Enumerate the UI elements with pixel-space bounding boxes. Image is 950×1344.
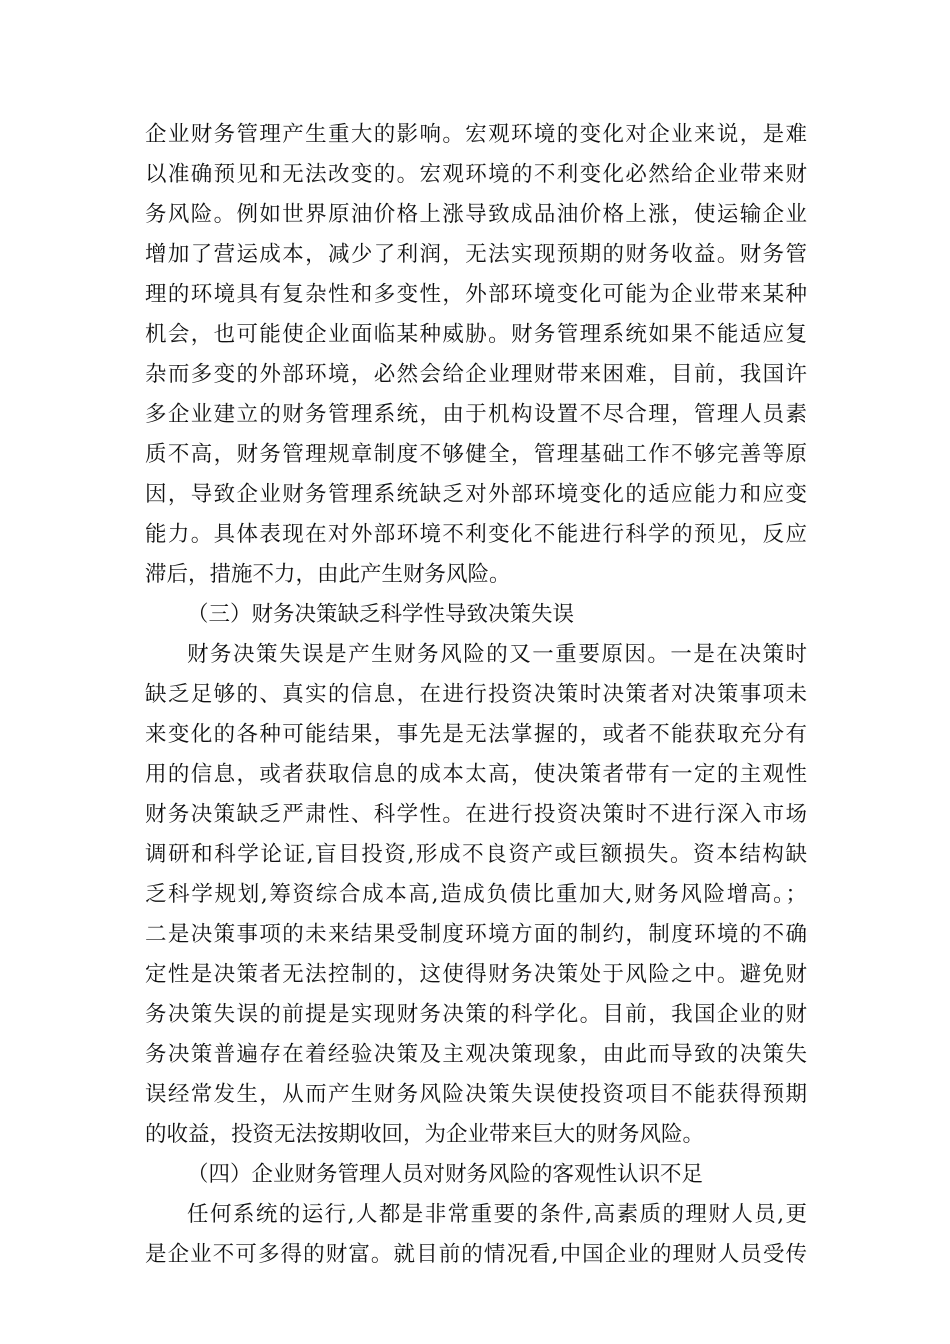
- body-text-line: 因，导致企业财务管理系统缺乏对外部环境变化的适应能力和应变: [145, 482, 807, 507]
- body-text-line: 增加了营运成本，减少了利润，无法实现预期的财务收益。财务管: [145, 242, 807, 267]
- body-text-line: 机会，也可能使企业面临某种威胁。财务管理系统如果不能适应复: [145, 322, 807, 347]
- body-text-line: 误经常发生，从而产生财务风险决策失误使投资项目不能获得预期: [145, 1082, 807, 1107]
- body-text-line: 能力。具体表现在对外部环境不利变化不能进行科学的预见，反应: [145, 522, 807, 547]
- body-text-line: 企业财务管理产生重大的影响。宏观环境的变化对企业来说，是难: [145, 122, 807, 147]
- body-text-line: 财务决策缺乏严肃性、科学性。在进行投资决策时不进行深入市场: [145, 802, 807, 827]
- body-text-line: 乏科学规划,筹资综合成本高,造成负债比重加大,财务风险增高。；: [145, 882, 807, 907]
- paragraph-first-line: 任何系统的运行,人都是非常重要的条件,高素质的理财人员,更: [187, 1202, 807, 1227]
- body-text-line: 杂而多变的外部环境，必然会给企业理财带来困难，目前，我国许: [145, 362, 807, 387]
- body-text-line: 以准确预见和无法改变的。宏观环境的不利变化必然给企业带来财: [145, 162, 807, 187]
- body-text-line: 是企业不可多得的财富。就目前的情况看,中国企业的理财人员受传: [145, 1242, 807, 1267]
- body-text-line: 用的信息，或者获取信息的成本太高，使决策者带有一定的主观性: [145, 762, 807, 787]
- body-text-line: 务决策失误的前提是实现财务决策的科学化。目前，我国企业的财: [145, 1002, 807, 1027]
- body-text-line: 务决策普遍存在着经验决策及主观决策现象，由此而导致的决策失: [145, 1042, 807, 1067]
- body-text-line: 质不高，财务管理规章制度不够健全，管理基础工作不够完善等原: [145, 442, 807, 467]
- body-text-line: 二是决策事项的未来结果受制度环境方面的制约，制度环境的不确: [145, 922, 807, 947]
- body-text-line: 来变化的各种可能结果，事先是无法掌握的，或者不能获取充分有: [145, 722, 807, 747]
- section-heading-3: （三）财务决策缺乏科学性导致决策失误: [187, 602, 575, 627]
- body-text-line: 理的环境具有复杂性和多变性，外部环境变化可能为企业带来某种: [145, 282, 807, 307]
- body-text-line: 缺乏足够的、真实的信息，在进行投资决策时决策者对决策事项未: [145, 682, 807, 707]
- body-text-line: 定性是决策者无法控制的，这使得财务决策处于风险之中。避免财: [145, 962, 807, 987]
- section-heading-4: （四）企业财务管理人员对财务风险的客观性认识不足: [187, 1162, 704, 1187]
- paragraph-first-line: 财务决策失误是产生财务风险的又一重要原因。一是在决策时: [187, 642, 807, 667]
- body-text-line: 滞后，措施不力，由此产生财务风险。: [145, 562, 511, 587]
- body-text-line: 务风险。例如世界原油价格上涨导致成品油价格上涨，使运输企业: [145, 202, 807, 227]
- body-text-line: 的收益，投资无法按期收回，为企业带来巨大的财务风险。: [145, 1122, 705, 1147]
- body-text-line: 多企业建立的财务管理系统，由于机构设置不尽合理，管理人员素: [145, 402, 807, 427]
- body-text-line: 调研和科学论证,盲目投资,形成不良资产或巨额损失。资本结构缺: [145, 842, 807, 867]
